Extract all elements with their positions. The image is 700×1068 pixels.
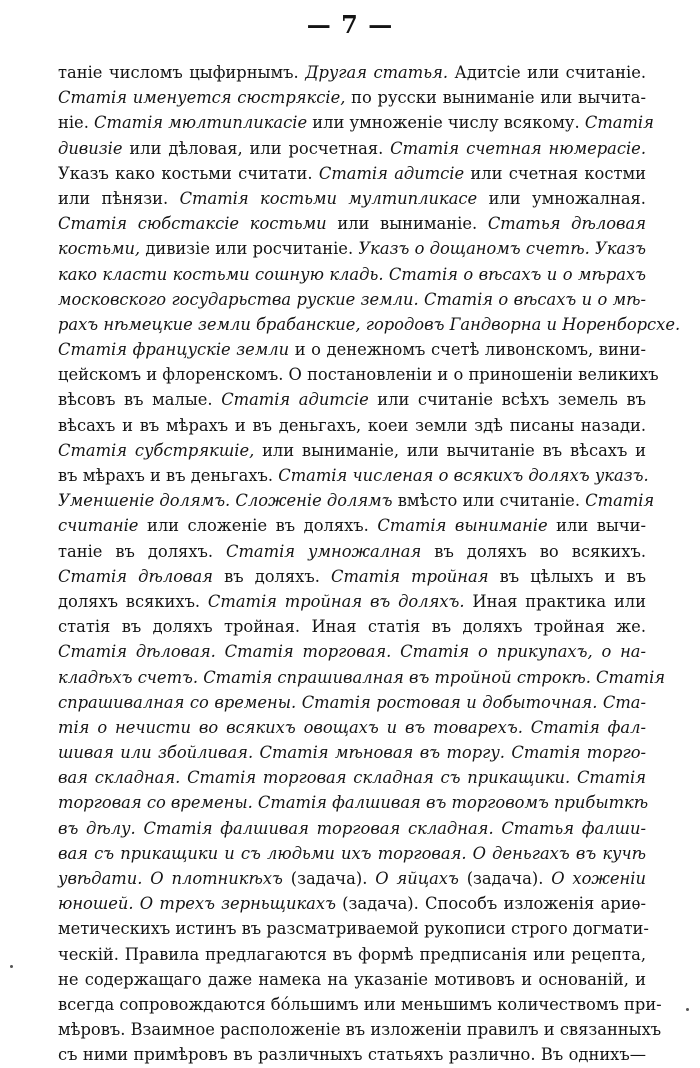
text-fragment: въ доляхъ. (212, 566, 331, 586)
italic-title-fragment: Статія адитсіе (221, 390, 369, 410)
text-fragment: вѣсахъ и въ мѣрахъ и въ деньгахъ, коеи земли здѣ писаны назади. (58, 415, 646, 435)
text-fragment: и о денежномъ счетѣ ливонскомъ, вини- (289, 340, 646, 360)
text-line (58, 1042, 646, 1067)
italic-title-fragment: тія о нечисти во всякихъ овощахъ и въ товарехъ. Статія фал- (58, 717, 646, 737)
text-line (58, 488, 655, 513)
text-fragment: или пѣнязи. (58, 188, 180, 208)
text-fragment: или сложеніе въ доляхъ. (138, 516, 378, 536)
italic-title-fragment: Статія умножалная (226, 541, 422, 561)
text-line (58, 841, 646, 866)
text-line (58, 816, 646, 841)
text-line (58, 967, 646, 992)
text-line (58, 942, 646, 967)
text-fragment: или умноженіе числу всякому. (307, 113, 585, 133)
text-line (58, 211, 646, 236)
text-fragment: доляхъ всякихъ. (58, 591, 208, 611)
text-line (58, 564, 646, 589)
text-fragment: Иная практика или (464, 591, 647, 611)
text-fragment: или дѣловая, или росчетная. (122, 138, 391, 158)
text-fragment: таніе числомъ цыфирнымъ. (58, 63, 306, 82)
text-line (58, 463, 649, 488)
body-text (58, 60, 681, 1068)
text-line (58, 614, 646, 639)
italic-title-fragment: Статія францускіе земли (58, 340, 290, 360)
text-fragment: или выниманіе. (326, 214, 488, 234)
italic-title-fragment: Статія адитсіе (318, 163, 465, 183)
text-fragment: или счетная костми (464, 163, 646, 183)
text-fragment: вѣсовъ въ малые. (58, 390, 222, 410)
italic-title-fragment: кладѣхъ счетъ. Статія спрашивалная въ тройной строкѣ. Статія (58, 667, 666, 687)
italic-title-fragment: рахъ нѣмецкие земли брабанские, (58, 314, 366, 334)
italic-title-fragment: Статія тройная (331, 566, 489, 586)
italic-title-fragment: како класти костьми сошную кладь. Статія о вѣсахъ и о мѣрахъ (58, 264, 646, 284)
text-line (58, 262, 646, 287)
italic-title-fragment: спрашивалная со времены. Статія ростовая и добыточная. Ста- (58, 692, 646, 712)
text-line (58, 715, 646, 740)
text-fragment: въ мѣрахъ и въ деньгахъ. (58, 466, 279, 485)
text-fragment: (задача). (458, 869, 552, 888)
italic-title-fragment: московского государьства руские земли. Статія о вѣсахъ и о мѣ- (58, 289, 646, 309)
italic-title-fragment: Статія сюбстаксіе костьми (58, 214, 327, 234)
italic-title-fragment: Статія тройная въ доляхъ. (207, 591, 465, 611)
text-fragment: или выниманіе, или вычитаніе въ вѣсахъ и (254, 440, 646, 460)
italic-title-fragment: Статія выниманіе (377, 516, 548, 536)
italic-title-fragment: Статія численая о всякихъ доляхъ указъ. (278, 466, 649, 485)
italic-title-fragment: О яйцахъ (375, 869, 459, 888)
text-line (58, 589, 646, 614)
text-fragment: ніе. (58, 113, 95, 133)
italic-title-fragment: увѣдати. О плотникѣхъ (58, 869, 283, 888)
italic-title-fragment: Статія именуется сюстряксіе, (58, 88, 346, 108)
text-line (58, 916, 649, 941)
paper-speck (10, 965, 13, 968)
text-fragment: Указъ како костьми считати. (58, 163, 319, 183)
text-line (58, 413, 646, 438)
page-number: — 7 — (306, 10, 394, 39)
text-line (58, 1017, 662, 1042)
italic-title-fragment: Статія костьми мултипликасе (179, 188, 478, 208)
text-fragment: вмѣсто или считаніе. (392, 491, 586, 511)
text-line (58, 665, 666, 690)
text-fragment: въ доляхъ во всякихъ. (421, 541, 646, 561)
italic-title-fragment: шивая или збойливая. Статія мѣновая въ торгу. Статія торго- (58, 743, 646, 763)
text-line (58, 891, 646, 916)
text-fragment: (задача). (282, 869, 376, 888)
italic-title-fragment: Статія дѣловая (58, 566, 213, 586)
text-line (58, 60, 646, 85)
italic-title-fragment: въ дѣлу. Статія фалшивая торговая складная. Статья фалши- (58, 818, 646, 838)
text-fragment: всегда сопровождаются бóльшимъ или меньшимъ количествомъ при- (58, 994, 662, 1014)
text-line (58, 337, 646, 362)
italic-title-fragment: вая складная. Статія торговая складная съ прикащики. Статія (58, 768, 646, 788)
text-line (58, 639, 646, 664)
italic-title-fragment: О хоженіи (551, 869, 646, 888)
text-fragment: не содержащаго даже намека на указаніе мотивовъ и основаній, и (58, 969, 646, 989)
italic-title-fragment: Статья дѣловая (487, 214, 646, 234)
text-line (58, 287, 646, 312)
italic-title-fragment: Статія (584, 113, 654, 133)
text-line (58, 765, 646, 790)
text-line (58, 236, 646, 261)
paper-speck (686, 1008, 689, 1011)
italic-title-fragment: Уменшеніе долямъ. Сложеніе долямъ (58, 491, 393, 511)
italic-title-fragment: Другая статья. (305, 63, 449, 82)
text-line (58, 161, 646, 186)
text-line (58, 740, 646, 765)
text-fragment: ческій. Правила предлагаются въ формѣ предписанія или рецепта, (58, 944, 646, 964)
text-line (58, 362, 659, 387)
italic-title-fragment: костьми, (58, 239, 141, 259)
text-fragment: съ ними примѣровъ въ различныхъ статьяхъ различно. Въ однихъ— (58, 1045, 646, 1065)
text-fragment: цейскомъ и флоренскомъ. О постановленіи и о приношеніи великихъ (58, 365, 659, 385)
italic-title-fragment: Статія субстрякшіе, (58, 440, 255, 460)
text-line (58, 539, 646, 564)
italic-title-fragment: дивизіе (58, 138, 123, 158)
text-fragment: по русски выниманіе или вычита- (345, 88, 646, 108)
text-line (58, 992, 662, 1017)
italic-title-fragment: Статія мюлтипликасіе (94, 113, 308, 133)
text-line (58, 790, 649, 815)
italic-title-fragment: Статія (585, 491, 655, 511)
text-line (58, 866, 646, 891)
text-line (58, 110, 654, 135)
text-fragment: въ цѣлыхъ и въ (488, 566, 646, 586)
italic-title-fragment: городовъ Гандворна и Норенборсхе. (365, 314, 681, 334)
italic-title-fragment: юношей. О трехъ зерньщикахъ (58, 894, 336, 914)
text-line (58, 85, 646, 110)
text-fragment: (задача). Способъ изложенія ариѳ- (335, 894, 646, 914)
italic-title-fragment: вая съ прикащики и съ людьми ихъ торговая. О деньгахъ въ кучѣ (58, 843, 646, 863)
text-line (58, 186, 646, 211)
text-fragment: таніе въ доляхъ. (58, 541, 227, 561)
text-line (58, 312, 681, 337)
text-line (58, 690, 646, 715)
italic-title-fragment: Статія дѣловая. Статія торговая. Статія о прикупахъ, о на- (58, 642, 646, 662)
text-fragment: мѣровъ. Взаимное расположеніе въ изложеніи правилъ и связанныхъ (58, 1020, 662, 1040)
text-line (58, 136, 646, 161)
text-fragment: дивизіе или росчитаніе. (140, 239, 359, 259)
text-line (58, 387, 646, 412)
text-fragment: Адитсіе или считаніе. (448, 63, 646, 82)
text-fragment: метическихъ истинъ въ разсматриваемой рукописи строго догмати- (58, 919, 649, 939)
italic-title-fragment: Указъ о дощаномъ счетѣ. Указъ (358, 239, 646, 259)
text-line (58, 513, 646, 538)
text-line (58, 438, 646, 463)
text-fragment: или вычи- (547, 516, 646, 536)
italic-title-fragment: торговая со времены. Статія фалшивая въ торговомъ прибыткѣ (58, 793, 649, 813)
text-fragment: статія въ доляхъ тройная. Иная статія въ доляхъ тройная же. (58, 617, 646, 637)
text-fragment: или умножалная. (477, 188, 646, 208)
italic-title-fragment: Статія счетная нюмерасіе. (390, 138, 646, 158)
italic-title-fragment: считаніе (58, 516, 139, 536)
text-fragment: или считаніе всѣхъ земель въ (368, 390, 646, 410)
